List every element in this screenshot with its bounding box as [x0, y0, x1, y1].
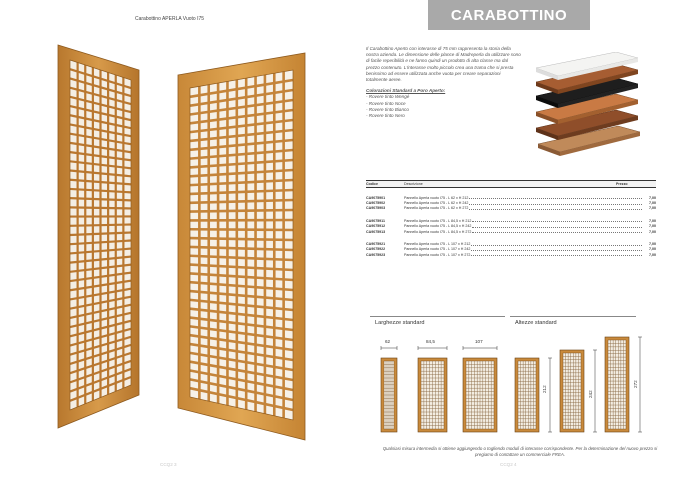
table-row	[366, 224, 656, 229]
cell-price: 7,00	[649, 247, 656, 252]
heights-title: Altezze standard	[515, 320, 557, 326]
cell-price: 7,00	[649, 218, 656, 223]
width-label-84: 84,5	[426, 339, 435, 344]
leader-dots	[471, 248, 642, 251]
colors-heading: Colorazioni Standard a Poro Aperto:	[366, 88, 446, 94]
cell-code: CA9075902	[366, 201, 386, 206]
color-item: - Rovere tinto Nero	[366, 113, 405, 119]
cell-description	[404, 247, 643, 251]
color-item: - Rovere tinto Bianco	[366, 106, 409, 112]
cell-description-text: Pannello Aperla vuoto I75 - L 62 x H 212	[404, 195, 469, 200]
cell-code: CA9075901	[366, 195, 386, 200]
cell-price: 7,00	[649, 252, 656, 257]
leader-dots	[472, 219, 642, 222]
dimension-drawings	[370, 336, 660, 442]
cell-price: 7,00	[649, 195, 656, 200]
cell-code: CA9075912	[366, 224, 386, 229]
cell-code: CA9075923	[366, 252, 386, 257]
lattice-slat	[190, 210, 293, 212]
leader-dots	[469, 196, 642, 199]
cell-code: CA9075921	[366, 242, 386, 247]
heights-rule	[510, 316, 636, 317]
table-header	[366, 180, 656, 188]
color-item: - Rovere tinto Wengé	[366, 94, 410, 100]
cell-description	[404, 201, 643, 205]
cell-description	[404, 253, 643, 257]
table-row	[366, 200, 656, 205]
color-item: - Rovere tinto Noce	[366, 100, 406, 106]
cell-description-text: Pannello Aperla vuoto I75 - L 62 x H 242	[404, 201, 469, 206]
header-code: Codice	[366, 182, 378, 186]
table-row	[366, 241, 656, 246]
height-label-212: 212	[542, 385, 547, 393]
header-description: Descrizione	[404, 182, 423, 186]
cell-code: CA9075913	[366, 229, 386, 234]
footnote: Qualsiasi misura intermedia si ottiene aggiungendo o togliendo moduli di interasse corrispondente. Per la determinazione del nuovo prezzo si pregiamo di contattare un commerciale FREA.	[382, 446, 658, 457]
leader-dots	[471, 253, 642, 256]
cell-description	[404, 242, 643, 246]
table-row	[366, 218, 656, 223]
table-body	[366, 195, 656, 258]
section-banner: CARABOTTINO	[428, 0, 590, 30]
leader-dots	[472, 230, 642, 233]
cell-description	[404, 230, 643, 234]
width-label-107: 107	[475, 339, 483, 344]
cell-description	[404, 206, 643, 210]
table-row	[366, 252, 656, 257]
price-table	[366, 180, 656, 258]
page-number-right: CCQ2 4	[500, 462, 517, 467]
cell-description-text: Pannello Aperla vuoto I75 - L 107 x H 272	[404, 252, 471, 257]
cell-price: 7,00	[649, 201, 656, 206]
cell-price: 7,00	[649, 229, 656, 234]
table-row	[366, 247, 656, 252]
cell-description-text: Pannello Aperla vuoto I75 - L 84,5 x H 212	[404, 218, 472, 223]
cell-description-text: Pannello Aperla vuoto I75 - L 84,5 x H 242	[404, 224, 472, 229]
color-samples-image	[528, 52, 648, 162]
page-number-left: CCQ2 3	[160, 462, 177, 467]
table-row	[366, 229, 656, 234]
cell-price: 7,00	[649, 206, 656, 211]
cell-description-text: Pannello Aperla vuoto I75 - L 107 x H 212	[404, 242, 471, 247]
colors-list	[366, 94, 521, 119]
page-caption: Carabottino APERLA Vuoto I75	[135, 16, 205, 22]
cell-price: 7,00	[649, 242, 656, 247]
cell-description	[404, 224, 643, 228]
leader-dots	[469, 202, 642, 205]
lattice-slat	[70, 207, 131, 208]
table-row	[366, 195, 656, 200]
table-row	[366, 206, 656, 211]
leader-dots	[469, 207, 642, 210]
width-panels	[381, 358, 497, 432]
cell-code: CA9075911	[366, 218, 385, 223]
cell-price: 7,00	[649, 224, 656, 229]
height-label-272: 272	[633, 380, 638, 388]
cell-description	[404, 219, 643, 223]
widths-rule	[370, 316, 505, 317]
cell-description-text: Pannello Aperla vuoto I75 - L 62 x H 272	[404, 206, 469, 211]
header-price: Prezzo	[616, 182, 628, 186]
product-description	[366, 46, 521, 119]
width-label-62: 62	[385, 339, 391, 344]
lattice-slat	[70, 224, 131, 225]
cell-code: CA9075903	[366, 206, 386, 211]
lattice-slat	[190, 229, 293, 230]
height-label-242: 242	[588, 390, 593, 398]
leader-dots	[471, 243, 642, 246]
cell-description-text: Pannello Aperla vuoto I75 - L 107 x H 242	[404, 247, 471, 252]
cell-description-text: Pannello Aperla vuoto I75 - L 84,5 x H 272	[404, 229, 472, 234]
cell-description	[404, 196, 643, 200]
description-intro: Il Carabottino Aperto con interasse di 75 mm rappresenta la storia della nostra azienda. Le dimensione delle plance di Madreperla da utilizzare sono di facile reperibilità e ne fanno quindi un prodotto di alta classe ma dal prezzo contenuto. L'interasse molto piccolo crea una trama che si presta benissimo ad essere utilizzata anche vuota per creare separazioni totalmente aeree.	[366, 46, 521, 83]
leader-dots	[472, 225, 642, 228]
height-panels	[515, 337, 629, 432]
cell-code: CA9075922	[366, 247, 386, 252]
widths-title: Larghezze standard	[375, 320, 425, 326]
